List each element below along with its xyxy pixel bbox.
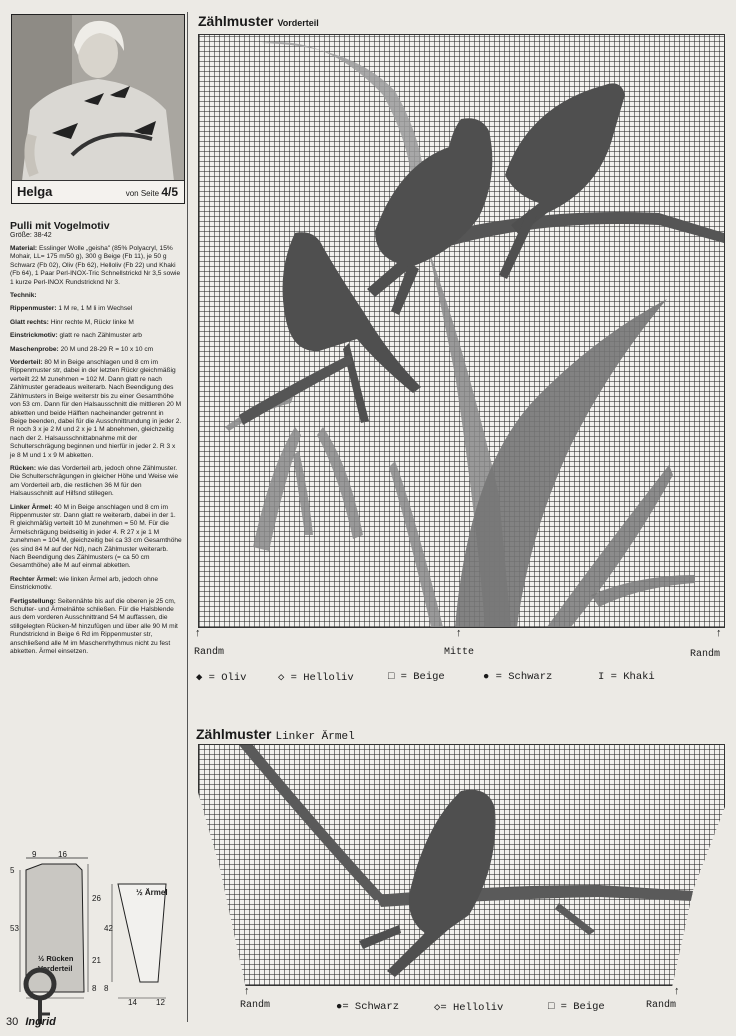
fertigstellung-paragraph xyxy=(10,598,182,657)
legend1-item-helloliv: ◇ = Helloliv xyxy=(278,672,354,684)
ruecken-paragraph xyxy=(10,465,182,499)
chart1-right-label: Randm xyxy=(690,649,721,660)
chart1-left-label: Randm xyxy=(194,647,225,658)
rechter-aermel-label: Rechter Ärmel: xyxy=(10,575,58,583)
ruecken-label: Rücken: xyxy=(10,464,37,472)
page-footer xyxy=(6,1016,56,1028)
arrow-left-edge: ↑ xyxy=(195,627,201,639)
schematic-sleeve-label: ½ Ärmel xyxy=(136,888,168,897)
legend1-item-oliv: ◆ = Oliv xyxy=(196,672,247,684)
chart1-title xyxy=(198,13,319,29)
fertigstellung-text: Seitennähte bis auf die oberen je 25 cm, Schulter- und Ärmelnähte schließen. Für die Halsblende aus dem vorderen Ausschnittrand 54 M auffassen, die stillgelegten Rücken-M hinzufügen und über alle 90 M mit Rundstricknd in Beige 6 Rd im Rippenmuster str, anschließend alle M im Maschenrhythmus nicht zu fest abketten. Ärmel einsetzen. xyxy=(10,597,178,656)
maschenprobe-label: Maschenprobe: xyxy=(10,345,59,353)
technik-heading xyxy=(10,292,182,300)
arrow2-left-edge: ↑ xyxy=(244,985,250,997)
photo-caption xyxy=(12,180,184,203)
schematic-label-21: 21 xyxy=(92,956,101,965)
helloliv-symbol-icon-2: ◇ xyxy=(434,1002,441,1014)
technik-label: Technik: xyxy=(10,292,37,300)
vorderteil-paragraph xyxy=(10,359,182,460)
arrow-right-edge: ↑ xyxy=(716,627,722,639)
linker-aermel-text: 40 M in Beige anschlagen und 8 cm im Rippenmuster str. Dann glatt re weiterarb, dabei in der 1. R gleichmäßig verteilt 10 M zunehmen = 50 M. Für die Ärmelschrägung beidseitig in jeder 4. R 27 x je 1 M zunehmen = 104 M, gleichzeitig bei ca 33 cm Gesamthöhe (es sind 84 M auf der Nd), nach Zählmuster weiterarb. Nach Beendigung des Zählmusters (= ca 50 cm Gesamthöhe) alle M auf einmal abketten. xyxy=(10,503,182,570)
vorderteil-label: Vorderteil: xyxy=(10,359,43,367)
chart2-left-label: Randm xyxy=(240,1000,271,1011)
rechter-aermel-text: wie linken Ärmel arb, jedoch ohne Einstrickmotiv. xyxy=(10,575,159,592)
ref-page: 4/5 xyxy=(161,185,178,199)
beige-symbol-icon-2: □ xyxy=(548,1001,555,1013)
legend1-label-beige: Beige xyxy=(413,671,445,683)
linker-aermel-label: Linker Ärmel: xyxy=(10,503,53,511)
chart1-center-label: Mitte xyxy=(444,647,475,658)
legend1-label-oliv: Oliv xyxy=(221,672,247,684)
model-name: Helga xyxy=(17,184,53,199)
schematic-label-16: 16 xyxy=(58,850,67,859)
ruecken-text: wie das Vorderteil arb, jedoch ohne Zählmuster. Die Schulterschrägungen in gleicher Höhe und Weise wie am Vorderteil arb, die restlichen 36 M für den Halsausschnitt auf Hilfsnd stillegen. xyxy=(10,464,179,498)
chart-aermel-grid xyxy=(198,744,725,986)
legend1-label-helloliv: Helloliv xyxy=(303,672,354,684)
page-reference xyxy=(126,185,178,199)
arrow2-right-edge: ↑ xyxy=(674,985,680,997)
rippen-text: 1 M re, 1 M li im Wechsel xyxy=(58,305,133,313)
khaki-symbol-icon: I xyxy=(598,671,605,683)
glatt-label: Glatt rechts: xyxy=(10,318,49,326)
oliv-symbol-icon: ◆ xyxy=(196,672,203,684)
fertigstellung-label: Fertigstellung: xyxy=(10,597,56,605)
schematic-label-53: 53 xyxy=(10,924,19,933)
material-paragraph xyxy=(10,245,182,287)
glatt-paragraph xyxy=(10,319,182,327)
helloliv-symbol-icon: ◇ xyxy=(278,672,285,684)
schematic-label-9: 9 xyxy=(32,850,37,859)
vorderteil-text: 80 M in Beige anschlagen und 8 cm im Rippenmuster str, dabei in der letzten Rückr gleichmäßig verteilt 22 M zunehmen = 102 M. Dann glatt re nach Zählmuster geradeaus weiterarb. Nach Beendigung des Zählmusters in Beige weiterstr bis zu einer Gesamthöhe von 53 cm. Dann für den Halsausschnitt die mittleren 20 M abketten und beide Hälften nacheinander getrennt in Beige beenden, dabei für die Ausschnittrundung in jeder 2. R noch 3 x je 2 M und 2 x je 1 M abnehmen, gleichzeitig nach der 2. Halsausschnittabnahme mit der Schulterschrägung beginnen und hierfür in jeder 2. R 3 x je 8 M und 1 x 9 M abketten. xyxy=(10,359,182,459)
legend2-label-beige: Beige xyxy=(573,1001,605,1013)
material-label: Material: xyxy=(10,245,38,252)
chart2-subtitle: Linker Ärmel xyxy=(275,731,355,743)
schematic-label-14: 14 xyxy=(128,998,137,1007)
chart-vorderteil-grid xyxy=(198,34,725,628)
linker-aermel-paragraph xyxy=(10,504,182,571)
schematic-label-12: 12 xyxy=(156,998,165,1007)
schematic-front-label: Vorderteil xyxy=(38,964,73,973)
legend1-label-schwarz: Schwarz xyxy=(508,671,553,683)
rechter-aermel-paragraph xyxy=(10,576,182,593)
legend2-label-schwarz: Schwarz xyxy=(354,1001,400,1013)
chart2-title-text: Zählmuster xyxy=(196,726,272,742)
legend2-item-schwarz: ●= Schwarz xyxy=(336,1001,400,1013)
ref-prefix: von Seite xyxy=(125,189,160,198)
brand-logo: Ingrid xyxy=(25,1016,56,1028)
schwarz-symbol-icon: ● xyxy=(483,671,490,683)
legend2-label-helloliv: Helloliv xyxy=(452,1002,504,1014)
schematic-sleeve-label-8: 8 xyxy=(104,984,109,993)
einstrick-paragraph xyxy=(10,332,182,340)
legend1-item-beige: □ = Beige xyxy=(388,671,445,683)
glatt-text: Hinr rechte M, Rückr linke M xyxy=(50,318,134,326)
schematic-back-label: ½ Rücken xyxy=(38,954,74,963)
pattern-title: Pulli mit Vogelmotiv xyxy=(10,220,110,232)
schematic-label-8: 8 xyxy=(92,984,97,993)
schematic-label-26: 26 xyxy=(92,894,101,903)
rippen-label: Rippenmuster: xyxy=(10,305,57,313)
vorderteil-motif xyxy=(199,35,724,627)
schwarz-symbol-icon-2: ● xyxy=(336,1001,343,1013)
arrow-center: ↑ xyxy=(456,627,462,639)
model-photo-image xyxy=(12,15,184,181)
legend2-item-beige: □ = Beige xyxy=(548,1001,605,1013)
model-photo xyxy=(11,14,185,204)
chart1-title-text: Zählmuster xyxy=(198,13,274,29)
instructions-column xyxy=(10,220,182,661)
beige-symbol-icon: □ xyxy=(388,671,395,683)
material-text: Esslinger Wolle „geisha" (85% Polyacryl, 15% Mohair, LL= 175 m/50 g), 300 g Beige (Fb 11), je 50 g Schwarz (Fb 02), Oliv (Fb 62), Helloliv (Fb 22) und Khaki (Fb 64), 1 Paar Perl-INOX-Tric Schnellstrickd Nr 3,5 sowie 1 kurze Perl-INOX Rundstricknd Nr 3. xyxy=(10,245,181,286)
aermel-motif xyxy=(199,745,724,985)
chart2-title xyxy=(196,726,355,743)
legend2-item-helloliv: ◇= Helloliv xyxy=(434,1002,504,1014)
chart2-right-label: Randm xyxy=(646,1000,677,1011)
column-divider xyxy=(187,12,188,1022)
chart1-subtitle: Vorderteil xyxy=(277,18,319,28)
schematic-label-5: 5 xyxy=(10,866,15,875)
legend1-item-khaki: I = Khaki xyxy=(598,671,655,683)
legend1-label-khaki: Khaki xyxy=(623,671,655,683)
legend1-item-schwarz: ● = Schwarz xyxy=(483,671,553,683)
rippen-paragraph xyxy=(10,305,182,313)
maschenprobe-text: 20 M und 28-29 R = 10 x 10 cm xyxy=(60,345,154,353)
pattern-sizes: Größe: 38-42 xyxy=(10,232,52,239)
einstrick-label: Einstrickmotiv: xyxy=(10,332,58,340)
einstrick-text: glatt re nach Zählmuster arb xyxy=(59,332,142,340)
maschenprobe-paragraph xyxy=(10,346,182,354)
page-number: 30 xyxy=(6,1016,19,1028)
schematic-label-42: 42 xyxy=(104,924,113,933)
